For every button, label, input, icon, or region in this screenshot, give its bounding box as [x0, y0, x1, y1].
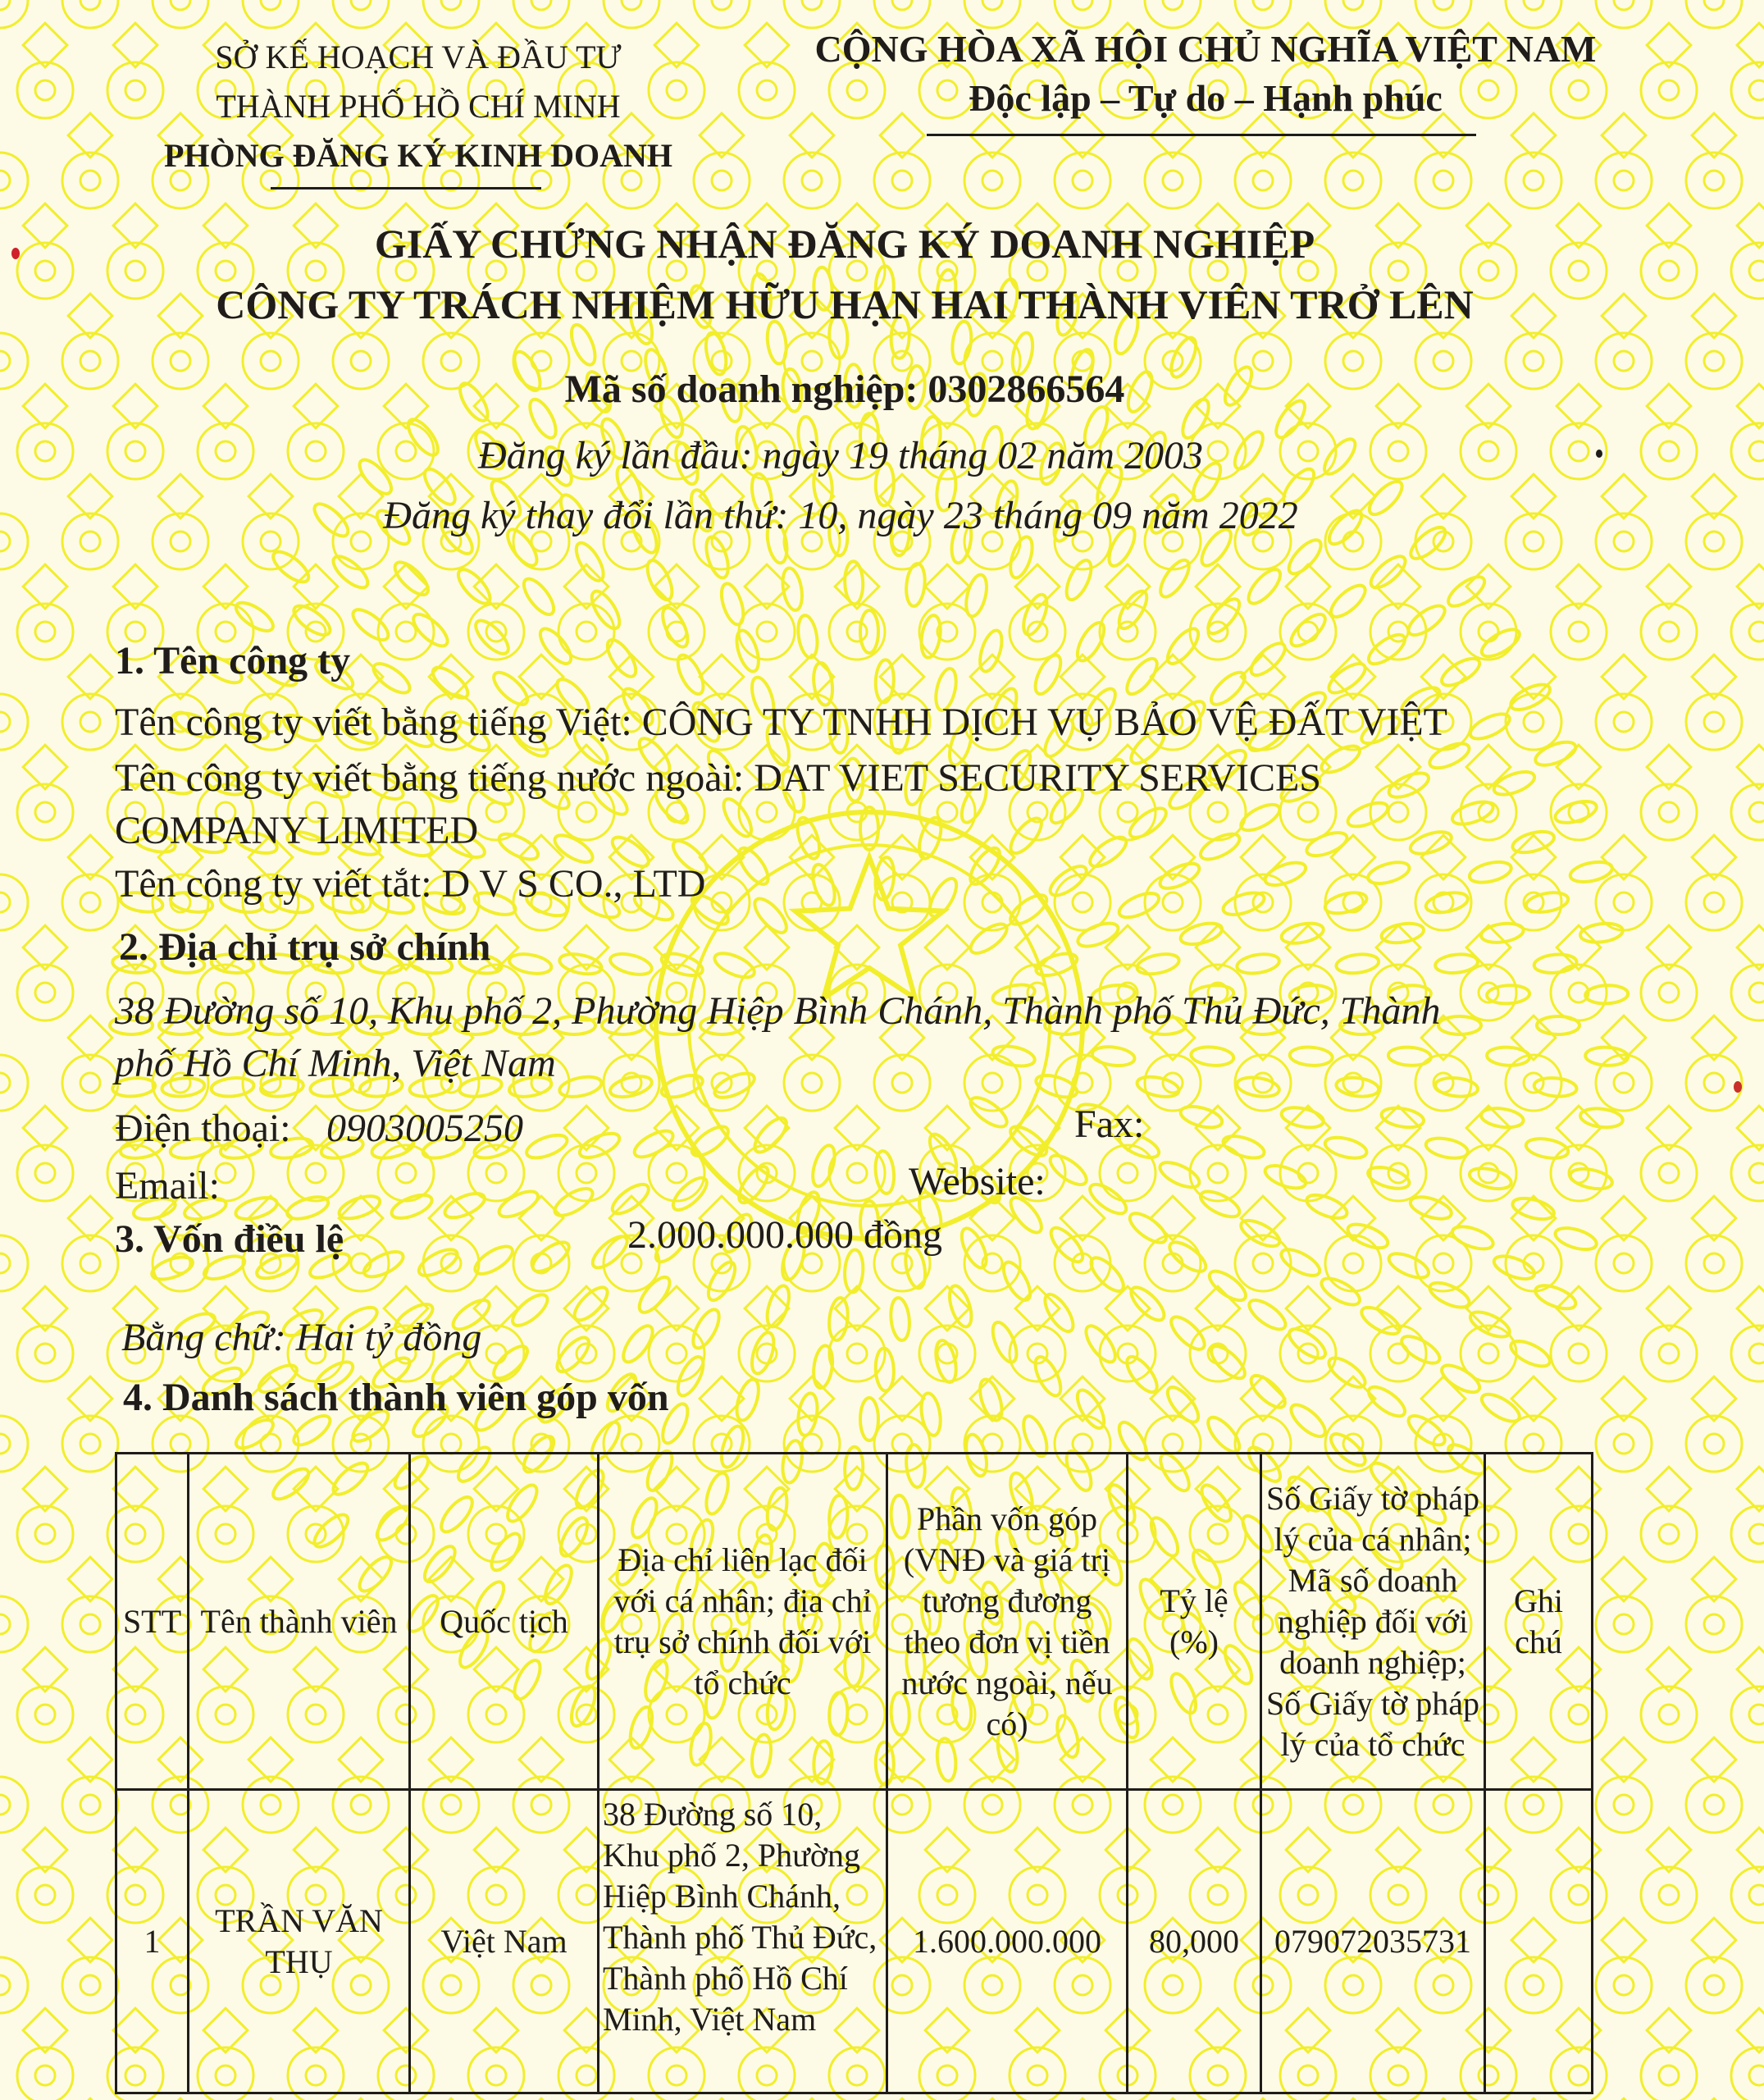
nation-name: CỘNG HÒA XÃ HỘI CHỦ NGHĨA VIỆT NAM [814, 28, 1597, 70]
enterprise-code: Mã số doanh nghiệp: 0302866564 [564, 368, 1125, 411]
col-header-ratio: Tỷ lệ (%) [1128, 1454, 1261, 1790]
cell-stt: 1 [116, 1790, 189, 2093]
company-name-vietnamese: Tên công ty viết bằng tiếng Việt: CÔNG TY TNHH DỊCH VỤ BẢO VỆ ĐẤT VIỆT [115, 701, 1447, 744]
motto-underline [927, 134, 1476, 136]
certificate-subtitle: CÔNG TY TRÁCH NHIỆM HỮU HẠN HAI THÀNH VIÊN TRỞ LÊN [216, 281, 1474, 327]
section-1-heading: 1. Tên công ty [115, 639, 351, 682]
cell-member-name: TRẦN VĂN THỤ [189, 1790, 410, 2093]
col-header-note: Ghi chú [1485, 1454, 1593, 1790]
charter-capital-amount: 2.000.000.000 đồng [627, 1213, 942, 1257]
table-row [116, 1790, 1593, 2093]
change-registration-date: Đăng ký thay đổi lần thứ: 10, ngày 23 tháng 09 năm 2022 [383, 494, 1298, 537]
national-motto: Độc lập – Tự do – Hạnh phúc [969, 77, 1443, 119]
cell-nationality: Việt Nam [410, 1790, 599, 2093]
head-office-address: 38 Đường số 10, Khu phố 2, Phường Hiệp Bình Chánh, Thành phố Thủ Đức, Thành [115, 989, 1441, 1033]
national-header [804, 25, 1607, 123]
col-header-member-name: Tên thành viên [189, 1454, 410, 1790]
phone-value: 0903005250 [326, 1107, 523, 1150]
col-header-nationality: Quốc tịch [410, 1454, 599, 1790]
col-header-capital: Phần vốn góp (VNĐ và giá trị tương đương theo đơn vị tiền nước ngoài, nếu có) [887, 1454, 1128, 1790]
red-ink-speck [11, 248, 20, 259]
authority-line-3: PHÒNG ĐĂNG KÝ KINH DOANH [164, 137, 672, 174]
authority-line-1: SỞ KẾ HOẠCH VÀ ĐẦU TƯ [215, 39, 622, 75]
cell-address: 38 Đường số 10, Khu phố 2, Phường Hiệp Bình Chánh, Thành phố Thủ Đức, Thành phố Hồ Chí Minh, Việt Nam [599, 1790, 887, 2093]
phone-label: Điện thoại: [115, 1107, 291, 1150]
red-ink-speck [1734, 1081, 1742, 1093]
authority-line-2: THÀNH PHỐ HỒ CHÍ MINH [216, 88, 621, 125]
table-header-row [116, 1454, 1593, 1790]
ink-speck [1596, 450, 1602, 458]
website-label: Website: [909, 1160, 1046, 1203]
members-table [115, 1452, 1593, 2094]
col-header-legal-doc: Số Giấy tờ pháp lý của cá nhân; Mã số doanh nghiệp đối với doanh nghiệp; Số Giấy tờ pháp lý của tổ chức [1261, 1454, 1485, 1790]
authority-underline [271, 187, 541, 189]
company-name-foreign-cont: COMPANY LIMITED [115, 809, 479, 852]
company-name-foreign: Tên công ty viết bằng tiếng nước ngoài: DAT VIET SECURITY SERVICES [115, 756, 1321, 800]
col-header-address: Địa chỉ liên lạc đối với cá nhân; địa chỉ trụ sở chính đối với tổ chức [599, 1454, 887, 1790]
company-short-name: Tên công ty viết tắt: D V S CO., LTD [115, 862, 706, 906]
section-3-heading: 3. Vốn điều lệ [115, 1217, 344, 1261]
cell-ratio: 80,000 [1128, 1790, 1261, 2093]
first-registration-date: Đăng ký lần đầu: ngày 19 tháng 02 năm 2003 [478, 434, 1203, 477]
head-office-address-cont: phố Hồ Chí Minh, Việt Nam [115, 1042, 556, 1085]
cell-legal-doc: 079072035731 [1261, 1790, 1485, 2093]
fax-label: Fax: [1074, 1102, 1145, 1146]
section-2-heading: 2. Địa chỉ trụ sở chính [119, 925, 491, 969]
cell-capital: 1.600.000.000 [887, 1790, 1128, 2093]
email-label: Email: [115, 1164, 220, 1208]
col-header-stt: STT [116, 1454, 189, 1790]
cell-note [1485, 1790, 1593, 2093]
charter-capital-in-words: Bằng chữ: Hai tỷ đồng [121, 1316, 482, 1359]
certificate-title: GIẤY CHỨNG NHẬN ĐĂNG KÝ DOANH NGHIỆP [374, 221, 1315, 267]
section-4-heading: 4. Danh sách thành viên góp vốn [123, 1376, 669, 1419]
issuing-authority [98, 33, 738, 180]
